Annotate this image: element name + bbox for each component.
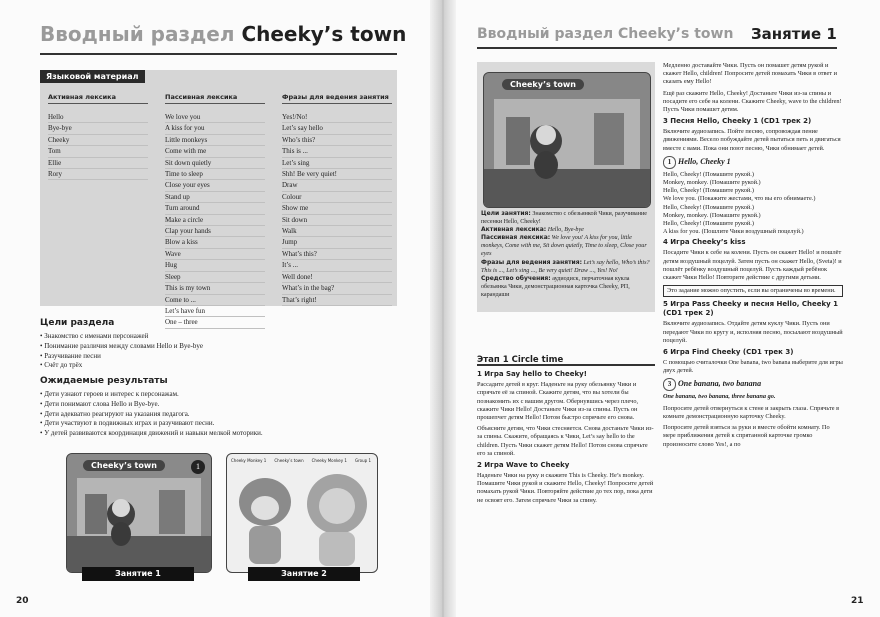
list-item: • Понимание различия между словами Hello и Bye-bye — [40, 342, 400, 352]
list-item: Draw — [282, 180, 392, 191]
lesson2-label: Занятие 2 — [248, 567, 360, 581]
header-rule — [40, 53, 397, 55]
lesson-info-text: Цели занятия: Знакомство с обезьянкой Чики, разучивание песенки Hello, Cheeky! Активная лексика: Hello, Bye-bye Пассивная лексика: We love you! A kiss for you, little monkeys, Come with me, Sit down quietly, Time to sleep, Close your eyes Фразы для ведения занятия: Let’s say hello, Who’s this? This is ..., Let’s sing ..., Be very quiet! Draw ..., Yes! No! Средство обучения: аудиодиск, перчаточная кукла обезьянка Чики, демонстрационная карточка Cheeky, РП, карандаши — [481, 210, 650, 298]
list-item: One – three — [165, 317, 265, 328]
list-item: Monkey, monkey. (Помашите рукой.) — [663, 179, 761, 187]
goals-list — [40, 332, 400, 371]
right-header-prefix: Вводный раздел Cheeky’s town — [477, 26, 734, 42]
list-item: That’s right! — [282, 295, 392, 306]
list-item: This is ... — [282, 146, 392, 157]
lesson-info-box — [477, 62, 655, 312]
list-item: Let’s sing — [282, 158, 392, 169]
cards-thumbnail — [226, 453, 378, 573]
list-item: Sit down — [282, 215, 392, 226]
game1-text2: Объясните детям, что Чики стесняется. Снова достаньте Чики из-за спины. Скажите, обращаясь к Чики, Let’s say hello to the children. Пусть Чики скажет детям Hello! Потом снова спрячьте его за спиной. — [477, 425, 654, 457]
active-header: Активная лексика — [48, 93, 148, 104]
list-item: We love you. (Покажите жестами, что вы его обнимаете.) — [663, 195, 816, 203]
list-item: Hello, Cheeky! (Помашите рукой.) — [663, 220, 754, 228]
game2-text1: Наденьте Чики на руку и скажите This is Cheeky. He’s monkey. Помашите Чики рукой и скажите Hello, Cheeky! Попросите детей помахать рукой Чики. Повторяйте действие до тех пор, пока дети не освоят его. Затем спрячьте Чики за спину. — [477, 472, 654, 504]
lesson-poster-title: Cheeky’s town — [502, 79, 584, 90]
list-item: Yes!/No! — [282, 112, 392, 123]
list-item: Tom — [48, 146, 148, 157]
list-item: It’s ... — [282, 260, 392, 271]
song2-heading: 3 One banana, two banana — [663, 378, 843, 391]
game2-title: 2 Игра Wave to Cheeky — [477, 461, 570, 470]
game6-title: 6 Игра Find Cheeky (CD1 трек 3) — [663, 348, 794, 357]
game5-text1: Включите аудиозапись. Отдайте детям куклу Чики. Пусть они передают Чики по кругу и, исполняя песню, посылают воздушный поцелуй. — [663, 320, 843, 344]
list-item: • Разучивание песни — [40, 352, 400, 362]
left-header: Вводный раздел Cheeky’s town — [40, 22, 407, 46]
list-item: Make a circle — [165, 215, 265, 226]
cd-icon: 3 — [663, 378, 676, 391]
list-item: Clap your hands — [165, 226, 265, 237]
game1-title: 1 Игра Say hello to Cheeky! — [477, 370, 587, 379]
right-column — [663, 62, 843, 452]
left-page-number: 20 — [16, 596, 29, 606]
list-item: Wave — [165, 249, 265, 260]
game6-text3: Попросите детей взяться за руки и вместе обойти комнату. По мере приближения детей к спрятанной карточке громко произносите слово Yes!, а по — [663, 424, 830, 448]
list-item: Sleep — [165, 272, 265, 283]
list-item: Bye-bye — [48, 123, 148, 134]
list-item: Let’s have fun — [165, 306, 265, 317]
list-item: A kiss for you. (Пошлите Чики воздушный поцелуй.) — [663, 228, 804, 236]
phrases-list — [282, 112, 392, 306]
right-page-number: 21 — [851, 596, 864, 606]
right-header-title: Занятие 1 — [751, 25, 837, 43]
vocab-tag: Языковой материал — [40, 70, 145, 83]
right-header-rule — [477, 47, 837, 49]
list-item: This is my town — [165, 283, 265, 294]
list-item: Well done! — [282, 272, 392, 283]
list-item: Close your eyes — [165, 180, 265, 191]
list-item: Show me — [282, 203, 392, 214]
list-item: A kiss for you — [165, 123, 265, 134]
list-item: Jump — [282, 237, 392, 248]
list-item: Hello, Cheeky! (Помашите рукой.) — [663, 203, 754, 211]
note-box: Это задание можно опустить, если вы ограничены во времени. — [663, 285, 843, 297]
left-column — [477, 356, 655, 508]
list-item: Shh! Be very quiet! — [282, 169, 392, 180]
passive-header: Пассивная лексика — [165, 93, 265, 104]
active-list — [48, 112, 148, 180]
poster-title: Cheeky’s town — [83, 460, 165, 471]
list-item: Ellie — [48, 158, 148, 169]
list-item: Little monkeys — [165, 135, 265, 146]
list-item: Monkey, monkey. (Помашите рукой.) — [663, 211, 761, 219]
game3-text1: Включите аудиозапись. Пойте песню, сопровождая пение движениями. Весело побуждайте детей пытаться петь и двигаться вместе с вами. Пока они поют песню, Чики обнимает детей. — [663, 128, 841, 152]
list-item: We love you — [165, 112, 265, 123]
game6-text2: Попросите детей отвернуться к стене и закрыть глаза. Спрячьте в комнате демонстрационную карточку Cheeky. — [663, 404, 840, 420]
list-item: Come with me — [165, 146, 265, 157]
song1-lines — [663, 171, 843, 237]
left-page — [0, 0, 437, 617]
list-item: • Дети адекватно реагируют на указания педагога. — [40, 410, 410, 420]
results-title: Ожидаемые результаты — [40, 376, 168, 386]
lesson-poster-illustration — [484, 73, 650, 207]
song2-line: One banana, two banana, three banana go. — [663, 393, 776, 401]
list-item: • Знакомство с именами персонажей — [40, 332, 400, 342]
list-item: Colour — [282, 192, 392, 203]
game3-title: 3 Песня Hello, Cheeky 1 (CD1 трек 2) — [663, 117, 812, 126]
list-item: • Счёт до трёх — [40, 361, 400, 371]
list-item: Hello, Cheeky! (Помашите рукой.) — [663, 170, 754, 178]
list-item: Hello — [48, 112, 148, 123]
cont-text1: Медленно доставайте Чики. Пусть он помашет детям рукой и скажет Hello, children! Попросите детей помахать Чики в ответ и сказать ему Hello! — [663, 62, 837, 86]
list-item: • Дети узнают героев и интерес к персонажам. — [40, 390, 410, 400]
game6-text1: С помощью считалочки One banana, two banana выберите для игры двух детей. — [663, 359, 843, 375]
song1-heading: 1 Hello, Cheeky 1 — [663, 156, 843, 169]
game4-title: 4 Игра Cheeky’s kiss — [663, 238, 746, 247]
list-item: Come to ... — [165, 295, 265, 306]
list-item: Who’s this? — [282, 135, 392, 146]
list-item: Hug — [165, 260, 265, 271]
list-item: Rory — [48, 169, 148, 180]
list-item: Time to sleep — [165, 169, 265, 180]
list-item: • Дети понимают слова Hello и Bye-bye. — [40, 400, 410, 410]
game1-text1: Рассадите детей в круг. Наденьте на руку обезьянку Чики и спрячьте её за спиной. Скажите детям, что вы хотели бы познакомить их с вашим другом. Обернувшись через плечо, скажите Чики Hello! Достаньте Чики из-за спины. Пусть он прошепчет детям Hello! Потом быстро спрячьте его снова. — [477, 381, 639, 422]
cd-icon: 1 — [663, 156, 676, 169]
book-gutter — [430, 0, 456, 617]
list-item: • У детей развиваются координация движений и навыки мелкой моторики. — [40, 429, 410, 439]
list-item: Walk — [282, 226, 392, 237]
right-page — [443, 0, 880, 617]
lesson-poster — [483, 72, 651, 208]
list-item: What’s in the bag? — [282, 283, 392, 294]
card-labels: Cheeky Monkey 1 Cheeky’s town Cheeky Monkey 1 Group 1 — [231, 458, 371, 463]
poster-illustration — [67, 454, 211, 572]
stage-title: Этап 1 Circle time — [477, 356, 655, 366]
list-item: What’s this? — [282, 249, 392, 260]
list-item: Blow a kiss — [165, 237, 265, 248]
game4-text1: Посадите Чики к себе на колени. Пусть он скажет Hello! и пошлёт детям воздушный поцелуй. Затем пусть он скажет Hello, (Sveta)! и пошлёт ребёнку воздушный поцелуй. Пусть каждый ребёнок скажет Чики Hello! Повторите действие с другими детьми. — [663, 249, 842, 282]
lesson1-label: Занятие 1 — [82, 567, 194, 581]
list-item: Let’s say hello — [282, 123, 392, 134]
list-item: • Дети участвуют в подвижных играх и разучивают песни. — [40, 419, 410, 429]
results-list — [40, 390, 410, 439]
goals-title: Цели раздела — [40, 318, 115, 328]
list-item: Turn around — [165, 203, 265, 214]
list-item: Cheeky — [48, 135, 148, 146]
list-item: Hello, Cheeky! (Помашите рукой.) — [663, 187, 754, 195]
poster-badge: 1 — [191, 460, 205, 474]
poster-thumbnail — [66, 453, 212, 573]
passive-list — [165, 112, 265, 329]
list-item: Sit down quietly — [165, 158, 265, 169]
list-item: Stand up — [165, 192, 265, 203]
cont-text2: Ещё раз скажите Hello, Cheeky! Достаньте Чики из-за спины и посадите его себе на колени. Скажите Cheeky, wave to the children! Пусть Чики помашет детям. — [663, 89, 842, 114]
puppet-cards-illustration — [227, 454, 377, 572]
game5-title: 5 Игра Pass Cheeky и песня Hello, Cheeky 1 (CD1 трек 2) — [663, 300, 838, 318]
phrases-header: Фразы для ведения занятия — [282, 93, 392, 104]
